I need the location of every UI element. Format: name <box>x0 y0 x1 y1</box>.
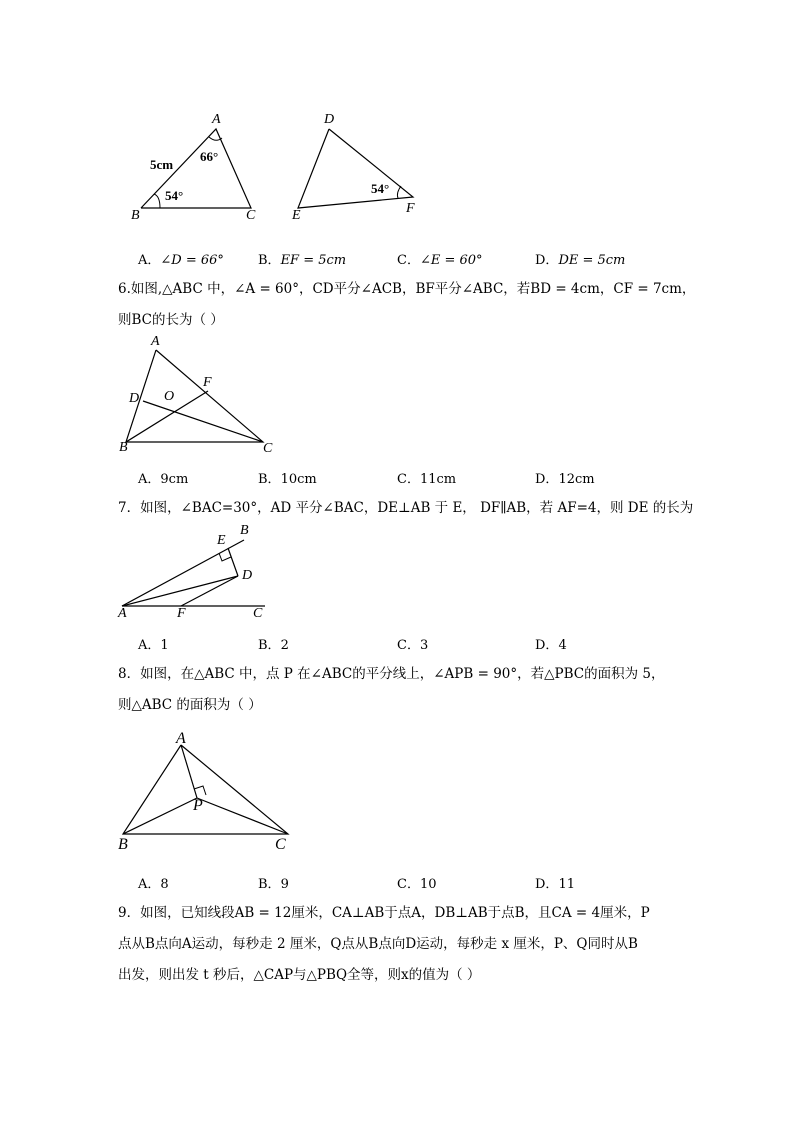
q6-vertex-o: O <box>164 389 175 404</box>
q7-option-b[interactable]: B．2 <box>258 638 289 653</box>
q8-vertex-a: A <box>176 730 186 747</box>
q6-option-d[interactable]: D．12cm <box>535 472 595 487</box>
q7-vertex-d: D <box>242 568 253 583</box>
q5-option-c[interactable]: C．∠E = 60° <box>397 253 483 268</box>
vertex-label-d: D <box>324 112 335 127</box>
q8-option-c[interactable]: C．10 <box>397 877 437 892</box>
q9-stem-line1: 9．如图，已知线段AB = 12厘米，CA⊥AB于点A，DB⊥AB于点B，且CA = 4厘米，P <box>118 905 650 921</box>
q5-option-d[interactable]: D．DE = 5cm <box>535 253 626 268</box>
q8-stem-line1: 8．如图，在△ABC 中，点 P 在∠ABC的平分线上，∠APB = 90°，若△PBC的面积为 5， <box>118 666 665 682</box>
angle-f-label: 54° <box>371 181 390 196</box>
q7-option-d[interactable]: D．4 <box>535 638 567 653</box>
vertex-label-a: A <box>212 112 221 127</box>
q6-vertex-b: B <box>119 440 128 455</box>
angle-a-label: 66° <box>200 149 219 164</box>
q6-stem-line1: 6.如图,△ABC 中，∠A = 60°，CD平分∠ACB，BF平分∠ABC，若BD = 4cm，CF = 7cm， <box>118 281 696 297</box>
q8-vertex-b: B <box>118 836 128 853</box>
q7-vertex-f: F <box>177 606 186 621</box>
q7-stem-line1: 7．如图，∠BAC=30°，AD 平分∠BAC，DE⊥AB 于 E， DF∥AB，若 AF=4，则 DE 的长为 <box>118 500 694 516</box>
q6-vertex-d: D <box>129 391 140 406</box>
q6-vertex-c: C <box>263 441 273 456</box>
q6-stem-line2: 则BC的长为（ ） <box>118 312 224 328</box>
q7-vertex-c: C <box>253 606 263 621</box>
q9-stem-line2: 点从B点向A运动，每秒走 2 厘米，Q点从B点向D运动，每秒走 x 厘米，P、Q同时从B <box>118 936 638 952</box>
q7-option-c[interactable]: C．3 <box>397 638 429 653</box>
q9-stem-line3: 出发，则出发 t 秒后，△CAP与△PBQ全等，则x的值为（ ） <box>118 967 481 983</box>
q8-vertex-p: P <box>193 797 203 814</box>
vertex-label-b: B <box>131 208 140 223</box>
q8-option-b[interactable]: B．9 <box>258 877 289 892</box>
q6-option-b[interactable]: B．10cm <box>258 472 317 487</box>
q7-vertex-b: B <box>240 523 249 538</box>
side-length-label: 5cm <box>150 157 174 172</box>
q6-vertex-a: A <box>151 334 160 349</box>
q8-stem-line2: 则△ABC 的面积为（ ） <box>118 697 262 713</box>
q6-option-a[interactable]: A．9cm <box>138 472 189 487</box>
q5-option-b[interactable]: B．EF = 5cm <box>258 253 347 268</box>
q8-option-a[interactable]: A．8 <box>138 877 169 892</box>
q7-vertex-e: E <box>217 533 226 548</box>
q7-option-a[interactable]: A．1 <box>138 638 169 653</box>
q6-option-c[interactable]: C．11cm <box>397 472 457 487</box>
q8-option-d[interactable]: D．11 <box>535 877 575 892</box>
angle-b-label: 54° <box>165 188 184 203</box>
q5-option-a[interactable]: A．∠D = 66° <box>138 253 224 268</box>
vertex-label-e: E <box>292 208 301 223</box>
vertex-label-f: F <box>406 201 415 216</box>
q6-vertex-f: F <box>203 375 212 390</box>
q7-vertex-a: A <box>118 606 127 621</box>
vertex-label-c: C <box>246 208 256 223</box>
q8-vertex-c: C <box>275 836 286 853</box>
